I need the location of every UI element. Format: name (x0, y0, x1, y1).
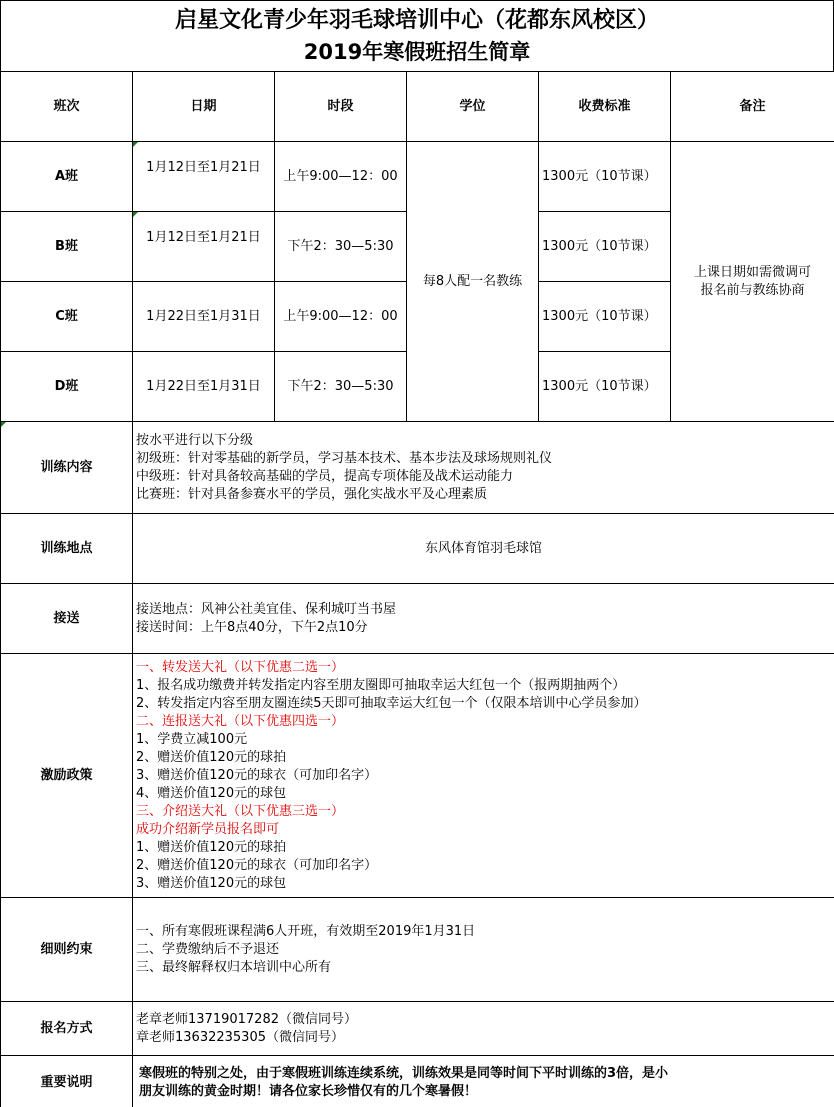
incentive-line: 2、转发指定内容至朋友圈连续5天即可抽取幸运大红包一个（仅限本培训中心学员参加） (136, 695, 647, 711)
incentive-line: 3、赠送价值120元的球衣（可加印名字） (136, 767, 378, 783)
class-time: 上午9:00—12：00 (275, 282, 407, 352)
class-fee: 1300元（10节课） (539, 142, 671, 212)
incentive-row (1, 654, 834, 898)
header-time: 时段 (275, 72, 407, 142)
signup-label: 报名方式 (1, 1002, 133, 1056)
title-line-2: 2019年寒假班招生简章 (303, 40, 531, 64)
incentive-line: 三、介绍送大礼（以下优惠三选一） (136, 803, 345, 819)
class-name: C班 (1, 282, 133, 352)
signup-line: 老章老师13719017282（微信同号） (136, 1011, 357, 1027)
signup-line: 章老师13632235305（微信同号） (136, 1029, 344, 1045)
location-label: 训练地点 (1, 514, 133, 584)
class-date: 1月22日至1月31日 (133, 282, 275, 352)
shuttle-label: 接送 (1, 584, 133, 654)
location-row (1, 514, 834, 584)
incentive-line: 2、赠送价值120元的球衣（可加印名字） (136, 857, 378, 873)
incentive-line: 4、赠送价值120元的球包 (136, 785, 287, 801)
cell-note-marker (133, 142, 138, 147)
notice-line-1: 寒假班的特别之处，由于寒假班训练连续系统，训练效果是同等时间下平时训练的3倍，是小 (139, 1065, 669, 1081)
header-seats: 学位 (407, 72, 539, 142)
class-date: 1月12日至1月21日 (133, 212, 275, 282)
table-header-row (1, 72, 834, 142)
remark-line-1: 上课日期如需微调可 (693, 264, 811, 280)
rules-cell (133, 898, 834, 1002)
incentive-line: 1、赠送价值120元的球拍 (136, 839, 287, 855)
remark-line-2: 报名前与教练协商 (700, 282, 805, 298)
class-fee: 1300元（10节课） (539, 352, 671, 422)
notice-row (1, 1056, 834, 1107)
incentive-line: 1、学费立减100元 (136, 731, 248, 747)
notice-label: 重要说明 (1, 1056, 133, 1107)
cell-note-marker (133, 212, 138, 217)
training-content-row (1, 422, 834, 514)
incentive-line: 一、转发送大礼（以下优惠二选一） (136, 659, 345, 675)
class-row-a (1, 142, 834, 212)
shuttle-line: 接送地点：风神公社美宜佳、保利城叮当书屋 (136, 601, 397, 617)
class-fee: 1300元（10节课） (539, 212, 671, 282)
cell-note-marker (1, 422, 6, 427)
incentive-line: 3、赠送价值120元的球包 (136, 875, 287, 891)
seats-cell: 每8人配一名教练 (407, 142, 539, 422)
incentive-line: 成功介绍新学员报名即可 (136, 821, 280, 837)
incentive-line: 二、连报送大礼（以下优惠四选一） (136, 713, 345, 729)
shuttle-line: 接送时间：上午8点40分，下午2点10分 (136, 619, 368, 635)
training-content-line: 按水平进行以下分级 (136, 432, 254, 448)
training-content-line: 比赛班：针对具备参赛水平的学员，强化实战水平及心理素质 (136, 486, 488, 502)
header-class: 班次 (1, 72, 133, 142)
notice-cell (133, 1056, 834, 1107)
class-name: A班 (1, 142, 133, 212)
incentive-label: 激励政策 (1, 654, 133, 898)
rules-line: 一、所有寒假班课程满6人开班，有效期至2019年1月31日 (136, 923, 476, 939)
rules-row (1, 898, 834, 1002)
rules-label: 细则约束 (1, 898, 133, 1002)
header-fee: 收费标准 (539, 72, 671, 142)
schedule-table (0, 71, 834, 1107)
title-line-1: 启星文化青少年羽毛球培训中心（花都东风校区） (174, 8, 659, 33)
notice-line-2: 朋友训练的黄金时期！请各位家长珍惜仅有的几个寒暑假！ (139, 1083, 478, 1099)
class-time: 下午2：30—5:30 (275, 352, 407, 422)
signup-row (1, 1002, 834, 1056)
shuttle-cell (133, 584, 834, 654)
class-name: D班 (1, 352, 133, 422)
training-content-line: 中级班：针对具备较高基础的学员，提高专项体能及战术运动能力 (136, 468, 514, 484)
location-value: 东风体育馆羽毛球馆 (133, 514, 834, 584)
class-name: B班 (1, 212, 133, 282)
shuttle-row (1, 584, 834, 654)
header-remark: 备注 (671, 72, 834, 142)
incentive-cell (133, 654, 834, 898)
training-content-line: 初级班：针对零基础的新学员，学习基本技术、基本步法及球场规则礼仪 (136, 450, 553, 466)
rules-line: 二、学费缴纳后不予退还 (136, 941, 280, 957)
incentive-line: 2、赠送价值120元的球拍 (136, 749, 287, 765)
class-fee: 1300元（10节课） (539, 282, 671, 352)
header-date: 日期 (133, 72, 275, 142)
class-time: 上午9:00—12：00 (275, 142, 407, 212)
training-content-cell (133, 422, 834, 514)
class-time: 下午2：30—5:30 (275, 212, 407, 282)
rules-line: 三、最终解释权归本培训中心所有 (136, 959, 332, 975)
signup-cell (133, 1002, 834, 1056)
class-date: 1月22日至1月31日 (133, 352, 275, 422)
incentive-line: 1、报名成功缴费并转发指定内容至朋友圈即可抽取幸运大红包一个（报两期抽两个） (136, 677, 626, 693)
remark-cell (671, 142, 834, 422)
page-title (0, 0, 834, 71)
class-date: 1月12日至1月21日 (133, 142, 275, 212)
training-content-label: 训练内容 (1, 422, 133, 514)
